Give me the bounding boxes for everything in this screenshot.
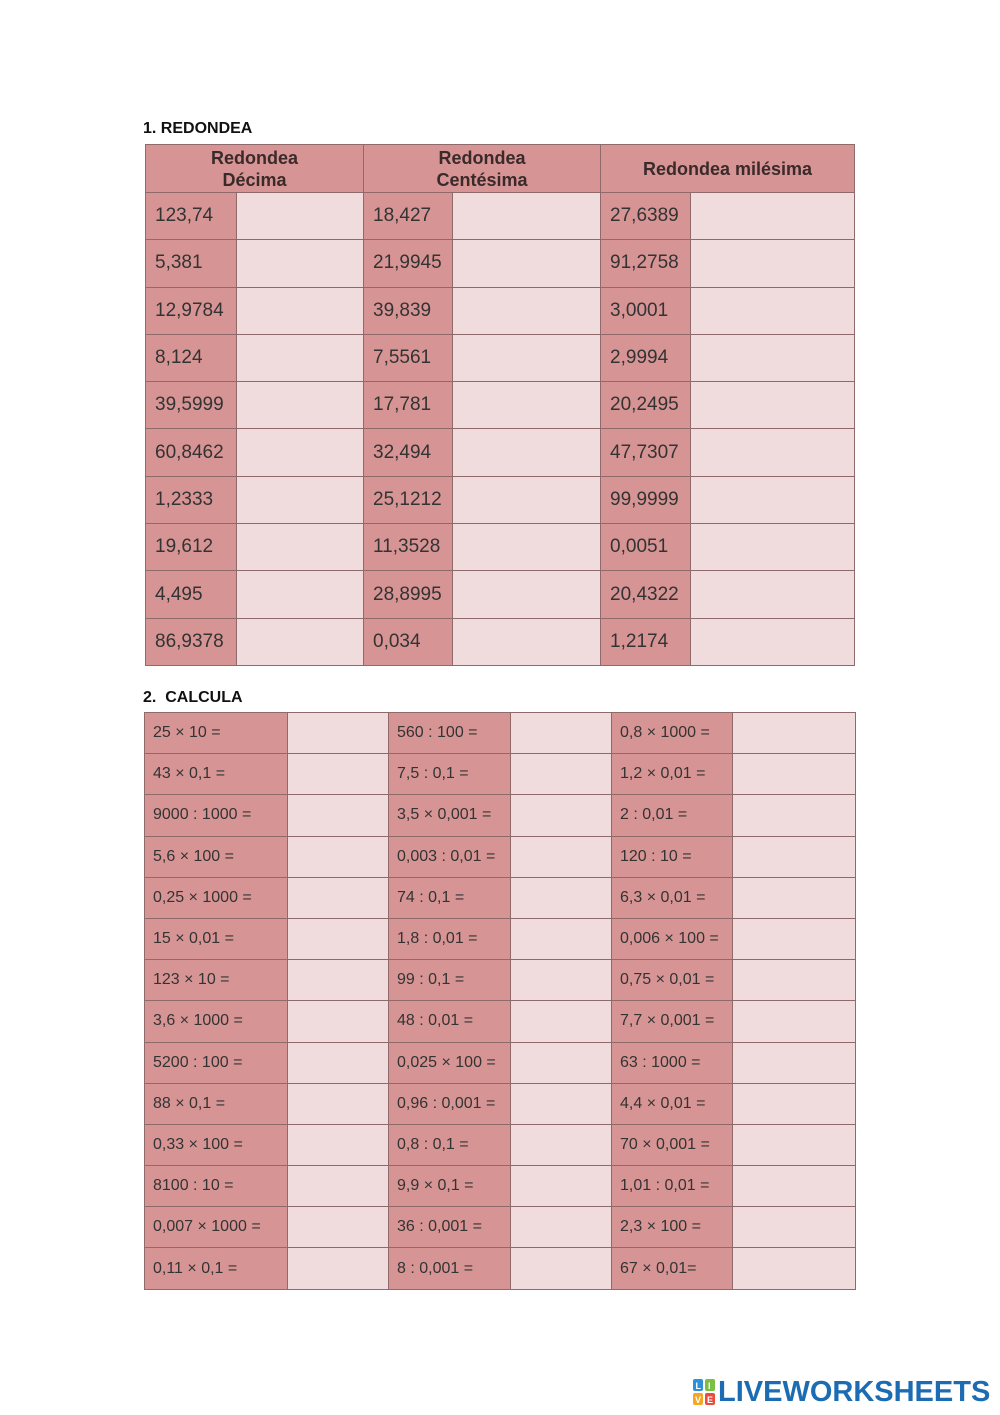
calculation-answer-field[interactable] bbox=[511, 754, 612, 795]
rounding-answer-field[interactable] bbox=[691, 524, 855, 571]
calculation-expression: 36 : 0,001 = bbox=[389, 1207, 511, 1248]
calculation-expression: 0,75 × 0,01 = bbox=[612, 960, 733, 1001]
calculation-row bbox=[145, 918, 856, 959]
rounding-number: 47,7307 bbox=[601, 429, 691, 476]
calculation-answer-field[interactable] bbox=[733, 1083, 856, 1124]
rounding-number: 21,9945 bbox=[364, 240, 453, 287]
rounding-number: 39,839 bbox=[364, 287, 453, 334]
rounding-answer-field[interactable] bbox=[237, 287, 364, 334]
calculation-answer-field[interactable] bbox=[511, 918, 612, 959]
rounding-answer-field[interactable] bbox=[691, 334, 855, 381]
rounding-answer-field[interactable] bbox=[453, 571, 601, 618]
rounding-answer-field[interactable] bbox=[237, 618, 364, 665]
calculation-row bbox=[145, 960, 856, 1001]
calculation-answer-field[interactable] bbox=[733, 754, 856, 795]
section-1-title: 1. REDONDEA bbox=[143, 120, 253, 137]
rounding-number: 8,124 bbox=[146, 334, 237, 381]
calculation-expression: 43 × 0,1 = bbox=[145, 754, 288, 795]
svg-text:V: V bbox=[695, 1395, 702, 1405]
svg-text:L: L bbox=[695, 1381, 701, 1391]
rounding-row bbox=[146, 429, 855, 476]
calculation-expression: 7,5 : 0,1 = bbox=[389, 754, 511, 795]
calculation-row bbox=[145, 713, 856, 754]
rounding-number: 12,9784 bbox=[146, 287, 237, 334]
calculation-expression: 88 × 0,1 = bbox=[145, 1083, 288, 1124]
rounding-answer-field[interactable] bbox=[691, 571, 855, 618]
calculation-expression: 0,8 × 1000 = bbox=[612, 713, 733, 754]
rounding-number: 99,9999 bbox=[601, 476, 691, 523]
rounding-answer-field[interactable] bbox=[691, 618, 855, 665]
liveworksheets-logo-icon bbox=[693, 1379, 715, 1405]
rounding-row bbox=[146, 193, 855, 240]
calculation-row bbox=[145, 1042, 856, 1083]
rounding-number: 1,2333 bbox=[146, 476, 237, 523]
calculation-expression: 123 × 10 = bbox=[145, 960, 288, 1001]
calculation-answer-field[interactable] bbox=[288, 713, 389, 754]
calculation-expression: 1,8 : 0,01 = bbox=[389, 918, 511, 959]
calculation-expression: 2,3 × 100 = bbox=[612, 1207, 733, 1248]
rounding-answer-field[interactable] bbox=[453, 618, 601, 665]
calculation-expression: 0,007 × 1000 = bbox=[145, 1207, 288, 1248]
calculation-answer-field[interactable] bbox=[733, 960, 856, 1001]
calculation-expression: 48 : 0,01 = bbox=[389, 1001, 511, 1042]
calculation-answer-field[interactable] bbox=[288, 754, 389, 795]
rounding-header-row bbox=[146, 145, 855, 193]
calculation-expression: 15 × 0,01 = bbox=[145, 918, 288, 959]
rounding-answer-field[interactable] bbox=[691, 287, 855, 334]
rounding-answer-field[interactable] bbox=[691, 193, 855, 240]
calculation-expression: 25 × 10 = bbox=[145, 713, 288, 754]
rounding-answer-field[interactable] bbox=[453, 334, 601, 381]
calculation-row bbox=[145, 1248, 856, 1289]
calculation-expression: 74 : 0,1 = bbox=[389, 877, 511, 918]
rounding-row bbox=[146, 476, 855, 523]
calculation-answer-field[interactable] bbox=[288, 1207, 389, 1248]
calculation-answer-field[interactable] bbox=[511, 1207, 612, 1248]
rounding-answer-field[interactable] bbox=[691, 240, 855, 287]
calculation-answer-field[interactable] bbox=[288, 918, 389, 959]
rounding-row bbox=[146, 240, 855, 287]
calculation-expression: 99 : 0,1 = bbox=[389, 960, 511, 1001]
rounding-answer-field[interactable] bbox=[237, 240, 364, 287]
calculation-expression: 0,96 : 0,001 = bbox=[389, 1083, 511, 1124]
rounding-answer-field[interactable] bbox=[453, 524, 601, 571]
rounding-answer-field[interactable] bbox=[453, 240, 601, 287]
calculation-answer-field[interactable] bbox=[511, 795, 612, 836]
calculation-row bbox=[145, 1001, 856, 1042]
calculation-answer-field[interactable] bbox=[511, 1083, 612, 1124]
calculation-row bbox=[145, 1083, 856, 1124]
calculation-answer-field[interactable] bbox=[288, 1124, 389, 1165]
header-centesima: Redondea Centésima bbox=[364, 145, 601, 193]
calculation-answer-field[interactable] bbox=[733, 713, 856, 754]
rounding-number: 7,5561 bbox=[364, 334, 453, 381]
svg-text:E: E bbox=[707, 1395, 714, 1405]
calculation-answer-field[interactable] bbox=[733, 1166, 856, 1207]
calculation-expression: 0,003 : 0,01 = bbox=[389, 836, 511, 877]
calculation-answer-field[interactable] bbox=[511, 1248, 612, 1289]
calculation-answer-field[interactable] bbox=[511, 1042, 612, 1083]
rounding-answer-field[interactable] bbox=[453, 193, 601, 240]
rounding-row bbox=[146, 524, 855, 571]
section-2-title: 2. CALCULA bbox=[143, 689, 243, 706]
rounding-number: 123,74 bbox=[146, 193, 237, 240]
rounding-number: 25,1212 bbox=[364, 476, 453, 523]
calculation-answer-field[interactable] bbox=[511, 836, 612, 877]
calculation-answer-field[interactable] bbox=[511, 960, 612, 1001]
rounding-row bbox=[146, 571, 855, 618]
rounding-number: 20,2495 bbox=[601, 382, 691, 429]
calculation-answer-field[interactable] bbox=[733, 1207, 856, 1248]
rounding-number: 5,381 bbox=[146, 240, 237, 287]
rounding-answer-field[interactable] bbox=[453, 287, 601, 334]
rounding-number: 4,495 bbox=[146, 571, 237, 618]
rounding-number: 1,2174 bbox=[601, 618, 691, 665]
rounding-answer-field[interactable] bbox=[691, 476, 855, 523]
calculation-answer-field[interactable] bbox=[733, 918, 856, 959]
rounding-row bbox=[146, 618, 855, 665]
rounding-number: 39,5999 bbox=[146, 382, 237, 429]
calculation-expression: 2 : 0,01 = bbox=[612, 795, 733, 836]
calculation-expression: 3,6 × 1000 = bbox=[145, 1001, 288, 1042]
rounding-number: 20,4322 bbox=[601, 571, 691, 618]
rounding-number: 27,6389 bbox=[601, 193, 691, 240]
rounding-answer-field[interactable] bbox=[237, 334, 364, 381]
calculation-row bbox=[145, 754, 856, 795]
calculation-expression: 120 : 10 = bbox=[612, 836, 733, 877]
calculation-answer-field[interactable] bbox=[733, 1042, 856, 1083]
rounding-answer-field[interactable] bbox=[691, 429, 855, 476]
calculation-expression: 0,025 × 100 = bbox=[389, 1042, 511, 1083]
rounding-number: 19,612 bbox=[146, 524, 237, 571]
calculation-answer-field[interactable] bbox=[511, 1124, 612, 1165]
rounding-number: 60,8462 bbox=[146, 429, 237, 476]
calculation-row bbox=[145, 795, 856, 836]
rounding-answer-field[interactable] bbox=[237, 429, 364, 476]
rounding-answer-field[interactable] bbox=[691, 382, 855, 429]
calculation-expression: 560 : 100 = bbox=[389, 713, 511, 754]
rounding-number: 11,3528 bbox=[364, 524, 453, 571]
calculation-row bbox=[145, 877, 856, 918]
calculation-expression: 5,6 × 100 = bbox=[145, 836, 288, 877]
calculation-answer-field[interactable] bbox=[288, 1083, 389, 1124]
calculation-row bbox=[145, 836, 856, 877]
calculation-expression: 5200 : 100 = bbox=[145, 1042, 288, 1083]
calculation-answer-field[interactable] bbox=[733, 1124, 856, 1165]
calculation-answer-field[interactable] bbox=[288, 836, 389, 877]
rounding-table bbox=[145, 144, 855, 666]
calculation-row bbox=[145, 1124, 856, 1165]
calculation-expression: 8100 : 10 = bbox=[145, 1166, 288, 1207]
calculation-answer-field[interactable] bbox=[288, 1001, 389, 1042]
rounding-row bbox=[146, 382, 855, 429]
calculation-expression: 0,11 × 0,1 = bbox=[145, 1248, 288, 1289]
rounding-number: 32,494 bbox=[364, 429, 453, 476]
calculation-expression: 0,006 × 100 = bbox=[612, 918, 733, 959]
calculation-expression: 1,01 : 0,01 = bbox=[612, 1166, 733, 1207]
calculation-expression: 7,7 × 0,001 = bbox=[612, 1001, 733, 1042]
rounding-row bbox=[146, 287, 855, 334]
calculation-expression: 67 × 0,01= bbox=[612, 1248, 733, 1289]
rounding-number: 28,8995 bbox=[364, 571, 453, 618]
calculation-expression: 6,3 × 0,01 = bbox=[612, 877, 733, 918]
calculation-expression: 4,4 × 0,01 = bbox=[612, 1083, 733, 1124]
calculation-expression: 9,9 × 0,1 = bbox=[389, 1166, 511, 1207]
svg-text:I: I bbox=[708, 1381, 711, 1391]
calculation-answer-field[interactable] bbox=[733, 795, 856, 836]
rounding-number: 17,781 bbox=[364, 382, 453, 429]
liveworksheets-logo-text: LIVEWORKSHEETS bbox=[718, 1375, 991, 1408]
rounding-number: 86,9378 bbox=[146, 618, 237, 665]
calculation-expression: 3,5 × 0,001 = bbox=[389, 795, 511, 836]
calculation-answer-field[interactable] bbox=[733, 1248, 856, 1289]
calculation-answer-field[interactable] bbox=[288, 960, 389, 1001]
header-decima: Redondea Décima bbox=[146, 145, 364, 193]
calculation-answer-field[interactable] bbox=[288, 1248, 389, 1289]
calculation-answer-field[interactable] bbox=[511, 877, 612, 918]
rounding-row bbox=[146, 334, 855, 381]
rounding-answer-field[interactable] bbox=[237, 571, 364, 618]
rounding-answer-field[interactable] bbox=[453, 476, 601, 523]
rounding-number: 91,2758 bbox=[601, 240, 691, 287]
calculation-answer-field[interactable] bbox=[733, 877, 856, 918]
rounding-answer-field[interactable] bbox=[237, 524, 364, 571]
liveworksheets-logo bbox=[693, 1375, 990, 1409]
calculation-expression: 9000 : 1000 = bbox=[145, 795, 288, 836]
rounding-answer-field[interactable] bbox=[237, 476, 364, 523]
calculation-expression: 0,33 × 100 = bbox=[145, 1124, 288, 1165]
calculation-answer-field[interactable] bbox=[511, 1001, 612, 1042]
rounding-number: 18,427 bbox=[364, 193, 453, 240]
rounding-answer-field[interactable] bbox=[453, 382, 601, 429]
rounding-answer-field[interactable] bbox=[237, 193, 364, 240]
calculation-answer-field[interactable] bbox=[288, 1166, 389, 1207]
rounding-answer-field[interactable] bbox=[453, 429, 601, 476]
calculation-answer-field[interactable] bbox=[288, 877, 389, 918]
calculation-answer-field[interactable] bbox=[288, 1042, 389, 1083]
calculation-answer-field[interactable] bbox=[733, 1001, 856, 1042]
calculation-answer-field[interactable] bbox=[511, 1166, 612, 1207]
rounding-answer-field[interactable] bbox=[237, 382, 364, 429]
calculation-answer-field[interactable] bbox=[511, 713, 612, 754]
calculation-expression: 0,25 × 1000 = bbox=[145, 877, 288, 918]
calculation-expression: 63 : 1000 = bbox=[612, 1042, 733, 1083]
calculation-expression: 0,8 : 0,1 = bbox=[389, 1124, 511, 1165]
calculation-answer-field[interactable] bbox=[733, 836, 856, 877]
calculation-expression: 8 : 0,001 = bbox=[389, 1248, 511, 1289]
rounding-number: 2,9994 bbox=[601, 334, 691, 381]
calculation-expression: 70 × 0,001 = bbox=[612, 1124, 733, 1165]
rounding-number: 0,0051 bbox=[601, 524, 691, 571]
calculation-answer-field[interactable] bbox=[288, 795, 389, 836]
rounding-number: 0,034 bbox=[364, 618, 453, 665]
rounding-number: 3,0001 bbox=[601, 287, 691, 334]
calculation-row bbox=[145, 1166, 856, 1207]
calculation-table bbox=[144, 712, 856, 1290]
calculation-row bbox=[145, 1207, 856, 1248]
header-milesima: Redondea milésima bbox=[601, 145, 855, 193]
calculation-expression: 1,2 × 0,01 = bbox=[612, 754, 733, 795]
